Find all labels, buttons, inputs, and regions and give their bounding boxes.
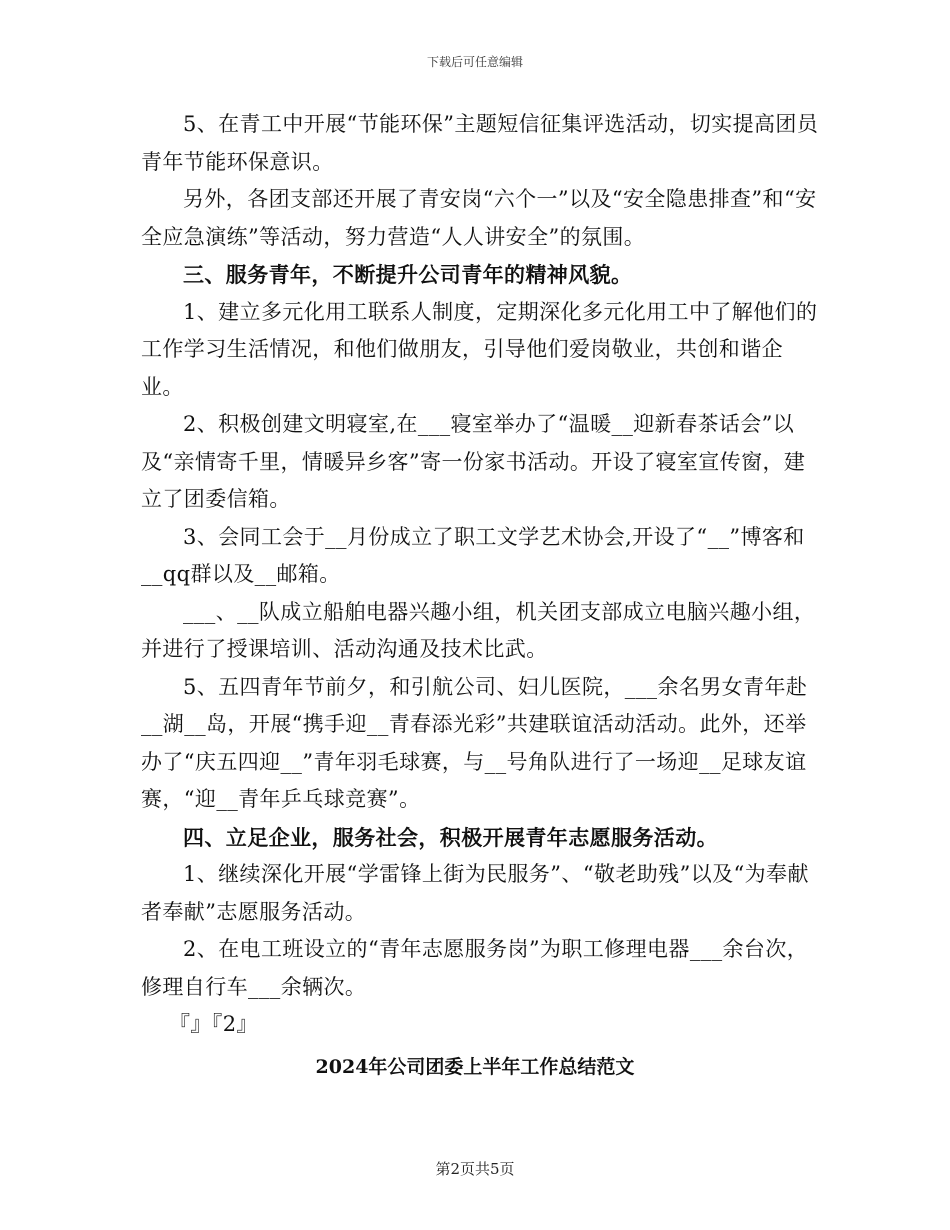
page-footer: 第2页共5页 bbox=[435, 1160, 515, 1178]
document-body bbox=[141, 106, 821, 1044]
paragraph-item-1-contact-system: 1、建立多元化用工联系人制度，定期深化多元化用工中了解他们的工作学习生活情况，和他们做朋友，引导他们爱岗敬业，共创和谐企业。 bbox=[141, 299, 818, 399]
page-header-note: 下载后可任意编辑 bbox=[426, 55, 523, 69]
paragraph-item-2-dormitory: 2、积极创建文明寝室,在___寝室举办了“温暖__迎新春茶话会”以及“亲情寄千里，情暖异乡客”寄一份家书活动。开设了寝室宣传窗，建立了团委信箱。 bbox=[141, 412, 806, 511]
reference-marks: 『』『2』 bbox=[169, 1012, 258, 1036]
paragraph-item-5-energy: 5、在青工中开展“节能环保”主题短信征集评选活动，切实提高团员青年节能环保意识。 bbox=[141, 112, 819, 174]
section-heading-3: 三、服务青年，不断提升公司青年的精神风貌。 bbox=[183, 262, 633, 287]
document-title: 2024年公司团委上半年工作总结范文 bbox=[315, 1056, 635, 1078]
paragraph-interest-groups: ___、__队成立船舶电器兴趣小组，机关团支部成立电脑兴趣小组，并进行了授课培训、活动沟通及技术比武。 bbox=[141, 599, 816, 661]
paragraph-item-1-volunteer: 1、继续深化开展“学雷锋上街为民服务”、“敬老助残”以及“为奉献者奉献”志愿服务活动。 bbox=[141, 862, 809, 924]
paragraph-item-5-youth-day: 5、五四青年节前夕，和引航公司、妇儿医院，___余名男女青年赴__湖__岛，开展“携手迎__青春添光彩”共建联谊活动活动。此外，还举办了“庆五四迎__”青年羽毛球赛，与__号角队进行了一场迎__足球友谊赛，“迎__青年乒乓球竞赛”。 bbox=[141, 674, 808, 811]
paragraph-item-3-art-association: 3、会同工会于__月份成立了职工文学艺术协会,开设了“__”博客和__qq群以及__邮箱。 bbox=[141, 524, 805, 586]
paragraph-additional-activities: 另外，各团支部还开展了青安岗“六个一”以及“安全隐患排查”和“安全应急演练”等活动，努力营造“人人讲安全”的氛围。 bbox=[141, 187, 817, 249]
paragraph-item-2-repair-post: 2、在电工班设立的“青年志愿服务岗”为职工修理电器___余台次，修理自行车___余辆次。 bbox=[141, 937, 809, 999]
section-heading-4: 四、立足企业，服务社会，积极开展青年志愿服务活动。 bbox=[183, 824, 718, 850]
